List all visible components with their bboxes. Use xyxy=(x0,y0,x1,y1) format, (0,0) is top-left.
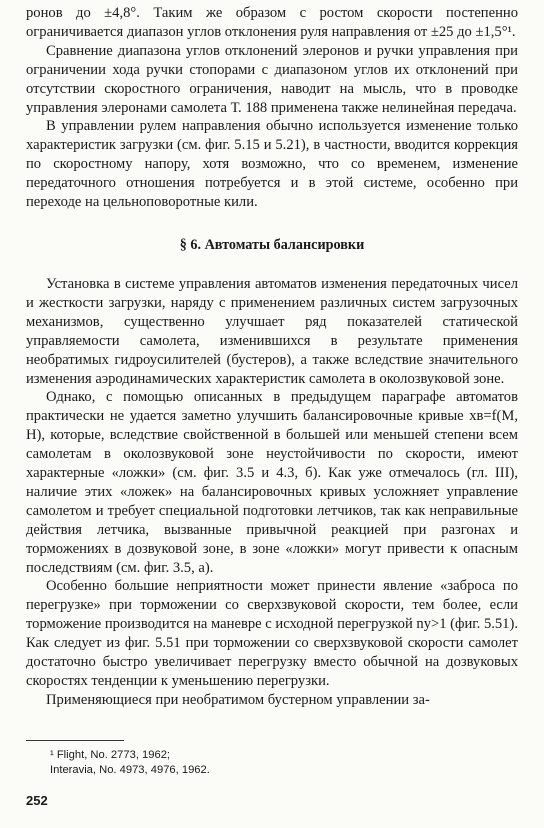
paragraph: ронов до ±4,8°. Таким же образом с ростом скорости постепенно ограничивается диапазон углов отклонения руля направления от ±25 до ±1,5°¹. xyxy=(26,5,518,40)
body-text xyxy=(26,4,518,710)
footnotes xyxy=(50,748,210,777)
paragraph: В управлении рулем направления обычно используется изменение только характеристик загрузки (см. фиг. 5.15 и 5.21), в частности, вводится коррекция по скоростному напору, хотя возможно, что со временем, изменение передаточного отношения потребуется и в этой системе, особенно при переходе на цельноповоротные кили. xyxy=(26,118,518,211)
paragraph: Однако, с помощью описанных в предыдущем параграфе автоматов практически не удается заметно улучшить балансировочные кривые xв=f(M, H), которые, вследствие свойственной в большей или меньшей степени всем самолетам в околозвуковой зоне неустойчивости по скорости, имеют характерные «ложки» (см. фиг. 3.5 и 4.3, б). Как уже отмечалось (гл. III), наличие этих «ложек» на балансировочных кривых усложняет управление самолетом и требует специальной подготовки летчиков, так как неправильные действия летчика, вызванные привычной реакцией при разгонах и торможениях в дозвуковой зоне, в зоне «ложки» могут привести к опасным последствиям (см. фиг. 3.5, а). xyxy=(26,389,518,576)
footnote-line: Interavia, No. 4973, 4976, 1962. xyxy=(50,763,210,776)
section-title: § 6. Автоматы балансировки xyxy=(179,236,365,253)
paragraph: Сравнение диапазона углов отклонений элеронов и ручки управления при ограничении хода ручки стопорами с диапазоном углов их отклонений при отсутствии скоростного ограничения, наводит на мысль, что в проводке управления элеронами самолета Т. 188 применена также нелинейная передача. xyxy=(26,42,518,116)
page-number: 252 xyxy=(26,793,48,808)
paragraph: Установка в системе управления автоматов изменения передаточных чисел и жесткости загрузки, наряду с применением различных систем загрузочных механизмов, существенно улучшает ряд показателей статической управляемости самолета, изменившихся в результате применения необратимых гидроусилителей (бустеров), а также вследствие значительного изменения аэродинамических характеристик самолета в околозвуковой зоне. xyxy=(26,275,518,387)
paragraph: Применяющиеся при необратимом бустерном управлении за- xyxy=(46,691,430,708)
paragraph: Особенно большие неприятности может принести явление «заброса по перегрузке» при торможении со сверхзвуковой скорости, тем более, если торможение производится на маневре с исходной перегрузкой ny>1 (фиг. 5.51). Как следует из фиг. 5.51 при торможении со сверхзвуковой скорости самолет достаточно быстро увеличивает перегрузку вместо обычной на дозвуковых скоростях тенденции к уменьшению перегрузки. xyxy=(26,578,518,689)
footnote-divider xyxy=(26,740,124,741)
footnote-line: ¹ Flight, No. 2773, 1962; xyxy=(50,749,171,761)
